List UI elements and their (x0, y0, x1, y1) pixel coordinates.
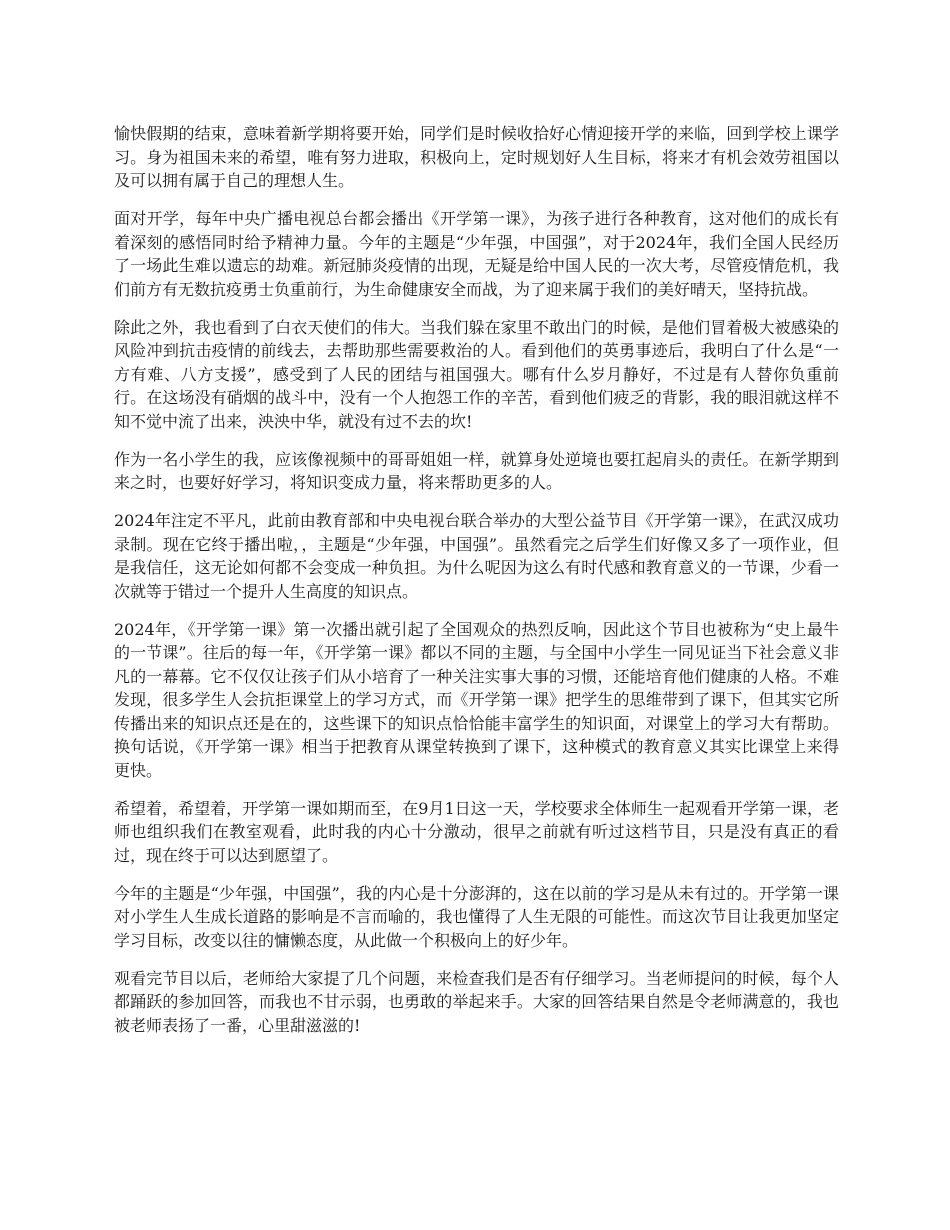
paragraph-2: 面对开学，每年中央广播电视总台都会播出《开学第一课》，为孩子进行各种教育，这对他们的成长有着深刻的感悟同时给予精神力量。今年的主题是“少年强，中国强”，对于2024年，我们全国人民经历了一场此生难以遗忘的劫难。新冠肺炎疫情的出现，无疑是给中国人民的一次大考，尽管疫情危机，我们前方有无数抗疫勇士负重前行，为生命健康安全而战，为了迎来属于我们的美好晴天，坚持抗战。 (114, 209, 839, 299)
paragraph-9: 观看完节目以后，老师给大家提了几个问题，来检查我们是否有仔细学习。当老师提问的时候，每个人都踊跃的参加回答，而我也不甘示弱，也勇敢的举起来手。大家的回答结果自然是令老师满意的，我也被老师表扬了一番，心里甜滋滋的! (114, 968, 839, 1035)
paragraph-3: 除此之外，我也看到了白衣天使们的伟大。当我们躲在家里不敢出门的时候，是他们冒着极大被感染的风险冲到抗击疫情的前线去，去帮助那些需要救治的人。看到他们的英勇事迹后，我明白了什么是“一方有难、八方支援”，感受到了人民的团结与祖国强大。哪有什么岁月静好，不过是有人替你负重前行。在这场没有硝烟的战斗中，没有一个人抱怨工作的辛苦，看到他们疲乏的背影，我的眼泪就这样不知不觉中流了出来，泱泱中华，就没有过不去的坎! (114, 317, 839, 431)
paragraph-5: 2024年注定不平凡，此前由教育部和中央电视台联合举办的大型公益节目《开学第一课》，在武汉成功录制。现在它终于播出啦，，主题是“少年强，中国强”。虽然看完之后学生们好像又多了一项作业，但是我信任，这无论如何都不会变成一种负担。为什么呢因为这么有时代感和教育意义的一节课，少看一次就等于错过一个提升人生高度的知识点。 (114, 511, 839, 601)
document-body (114, 122, 839, 1052)
paragraph-8: 今年的主题是“少年强，中国强”，我的内心是十分澎湃的，这在以前的学习是从未有过的。开学第一课对小学生人生成长道路的影响是不言而喻的，我也懂得了人生无限的可能性。而这次节目让我更加坚定学习目标，改变以往的慵懒态度，从此做一个积极向上的好少年。 (114, 883, 839, 950)
paragraph-6: 2024年，《开学第一课》第一次播出就引起了全国观众的热烈反响，因此这个节目也被称为“史上最牛的一节课”。往后的每一年，《开学第一课》都以不同的主题，与全国中小学生一同见证当下社会意义非凡的一幕幕。它不仅仅让孩子们从小培育了一种关注实事大事的习惯，还能培育他们健康的人格。不难发现，很多学生人会抗拒课堂上的学习方式，而《开学第一课》把学生的思维带到了课下，但其实它所传播出来的知识点还是在的，这些课下的知识点恰恰能丰富学生的知识面，对课堂上的学习大有帮助。换句话说，《开学第一课》相当于把教育从课堂转换到了课下，这种模式的教育意义其实比课堂上来得更快。 (114, 619, 839, 780)
paragraph-7: 希望着，希望着，开学第一课如期而至，在9月1日这一天，学校要求全体师生一起观看开学第一课，老师也组织我们在教室观看，此时我的内心十分激动，很早之前就有听过这档节目，只是没有真正的看过，现在终于可以达到愿望了。 (114, 798, 839, 865)
paragraph-4: 作为一名小学生的我，应该像视频中的哥哥姐姐一样，就算身处逆境也要扛起肩头的责任。在新学期到来之时，也要好好学习，将知识变成力量，将来帮助更多的人。 (114, 449, 839, 492)
paragraph-1: 愉快假期的结束，意味着新学期将要开始，同学们是时候收拾好心情迎接开学的来临，回到学校上课学习。身为祖国未来的希望，唯有努力进取，积极向上，定时规划好人生目标，将来才有机会效劳祖国以及可以拥有属于自己的理想人生。 (114, 124, 839, 190)
